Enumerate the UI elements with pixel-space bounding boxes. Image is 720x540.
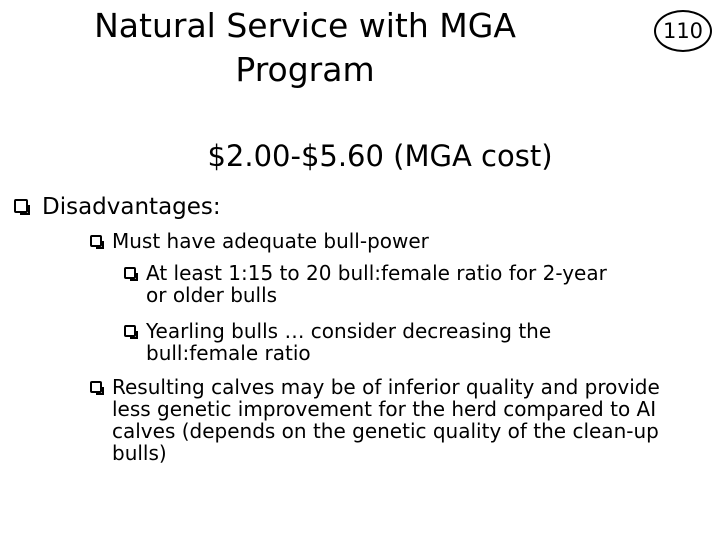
slide-number: 110 — [662, 19, 704, 43]
list-item-must-have — [90, 230, 650, 252]
list-item-resulting — [90, 376, 660, 464]
bullet-text: At least 1:15 to 20 bull:female ratio for 2-year or older bulls — [146, 261, 607, 307]
checkbox-square-icon — [124, 267, 136, 279]
checkbox-square-icon — [90, 381, 102, 393]
checkbox-square-icon — [124, 325, 136, 337]
bullet-text: Yearling bulls … consider decreasing the bull:female ratio — [146, 319, 552, 365]
cost-heading: $2.00-$5.60 (MGA cost) — [207, 139, 553, 173]
checkbox-square-icon — [90, 235, 102, 247]
bullet-text: Must have adequate bull-power — [112, 229, 429, 253]
bullet-text: Resulting calves may be of inferior quality and provide less genetic improvement for the herd compared to AI calves (depends on the genetic quality of the clean-up bulls) — [112, 375, 660, 465]
bullet-text: Disadvantages: — [42, 194, 221, 220]
list-item-yearling — [124, 320, 624, 364]
slide-title: Natural Service with MGA Program — [94, 6, 516, 89]
slide-number-badge — [654, 10, 712, 52]
checkbox-square-icon — [14, 199, 28, 213]
list-item-at-least — [124, 262, 624, 306]
list-item-disadvantages — [14, 192, 614, 222]
